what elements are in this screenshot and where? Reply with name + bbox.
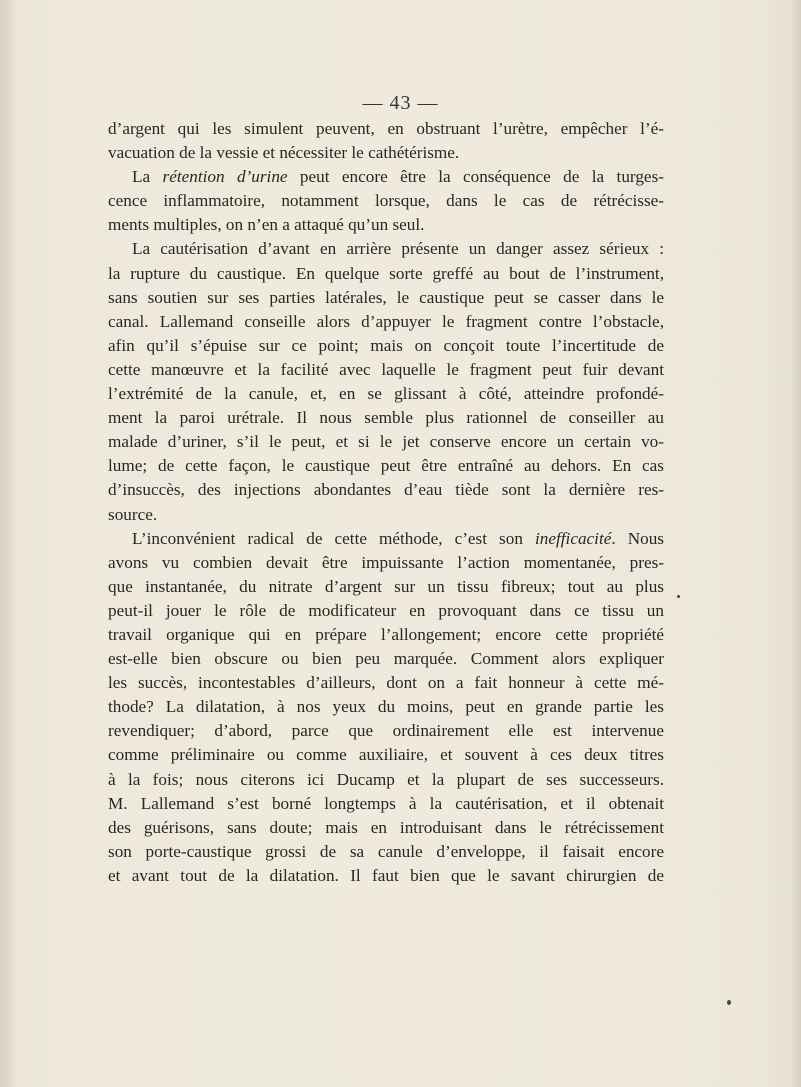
page-right-edge — [791, 0, 801, 1087]
text-line: cence inflammatoire, notamment lorsque, dans le cas de rétrécisse- — [108, 191, 664, 211]
text-line: sans soutien sur ses parties latérales, le caustique peut se casser dans le — [108, 287, 664, 307]
text-run: La — [132, 167, 163, 187]
text-line: lume; de cette façon, le caustique peut être entraîné au dehors. En cas — [108, 456, 664, 476]
text-line: afin qu’il s’épuise sur ce point; mais on conçoit toute l’incertitude de — [108, 335, 664, 355]
paper-speck — [677, 595, 680, 598]
text-line: travail organique qui en prépare l’allongement; encore cette propriété — [108, 624, 664, 644]
text-line: avons vu combien devait être impuissante l’action momentanée, pres- — [108, 552, 664, 572]
page-left-edge — [0, 0, 14, 1087]
text-line: comme préliminaire ou comme auxiliaire, et souvent à ces deux titres — [108, 745, 664, 765]
text-line: ments multiples, on n’en a attaqué qu’un seul. — [108, 215, 425, 235]
text-line: à la fois; nous citerons ici Ducamp et la plupart de ses successeurs. — [108, 769, 664, 789]
text-run: peut encore être la conséquence de la turges- — [287, 167, 664, 187]
text-line: des guérisons, sans doute; mais en introduisant dans le rétrécissement — [108, 817, 664, 837]
text-line: est-elle bien obscure ou bien peu marquée. Comment alors expliquer — [108, 649, 664, 669]
text-line: malade d’uriner, s’il le peut, et si le jet conserve encore un certain vo- — [108, 432, 664, 452]
text-line: l’extrémité de la canule, et, en se glissant à côté, atteindre profondé- — [108, 384, 664, 404]
text-line: thode? La dilatation, à nos yeux du moins, peut en grande partie les — [108, 697, 664, 717]
text-line: son porte-caustique grossi de sa canule d’enveloppe, il faisait encore — [108, 841, 664, 861]
text-line: que instantanée, du nitrate d’argent sur un tissu fibreux; tout au plus — [108, 576, 664, 596]
text-line: la rupture du caustique. En quelque sorte greffé au bout de l’instrument, — [108, 263, 664, 283]
text-line: peut-il jouer le rôle de modificateur en provoquant dans ce tissu un — [108, 600, 664, 620]
page-number: — 43 — — [362, 92, 439, 114]
text-line: canal. Lallemand conseille alors d’appuyer le fragment contre l’obstacle, — [108, 311, 664, 331]
body-text — [108, 117, 664, 888]
text-line: M. Lallemand s’est borné longtemps à la cautérisation, et il obtenait — [108, 793, 664, 813]
text-run: . Nous — [611, 528, 664, 548]
text-line — [108, 165, 664, 189]
text-line: cette manœuvre et la facilité avec laquelle le fragment peut fuir devant — [108, 359, 664, 379]
text-line: revendiquer; d’abord, parce que ordinairement elle est intervenue — [108, 721, 664, 741]
text-line — [108, 527, 664, 551]
text-line: ment la paroi urétrale. Il nous semble plus rationnel de conseiller au — [108, 408, 664, 428]
text-line: source. — [108, 504, 158, 524]
text-line: d’argent qui les simulent peuvent, en obstruant l’urètre, empêcher l’é- — [108, 119, 664, 138]
paper-speck — [727, 1000, 731, 1005]
italic-term: rétention d’urine — [162, 167, 288, 187]
text-line: La cautérisation d’avant en arrière présente un danger assez sérieux : — [132, 239, 664, 259]
text-line: les succès, incontestables d’ailleurs, dont on a fait honneur à cette mé- — [108, 673, 664, 693]
text-line: vacuation de la vessie et nécessiter le cathétérisme. — [108, 143, 460, 163]
italic-term: inefficacité — [535, 528, 612, 548]
text-line: et avant tout de la dilatation. Il faut bien que le savant chirurgien de — [108, 865, 664, 885]
text-line: d’insuccès, des injections abondantes d’eau tiède sont la dernière res- — [108, 480, 664, 500]
text-run: L’inconvénient radical de cette méthode, c’est son — [132, 528, 535, 548]
